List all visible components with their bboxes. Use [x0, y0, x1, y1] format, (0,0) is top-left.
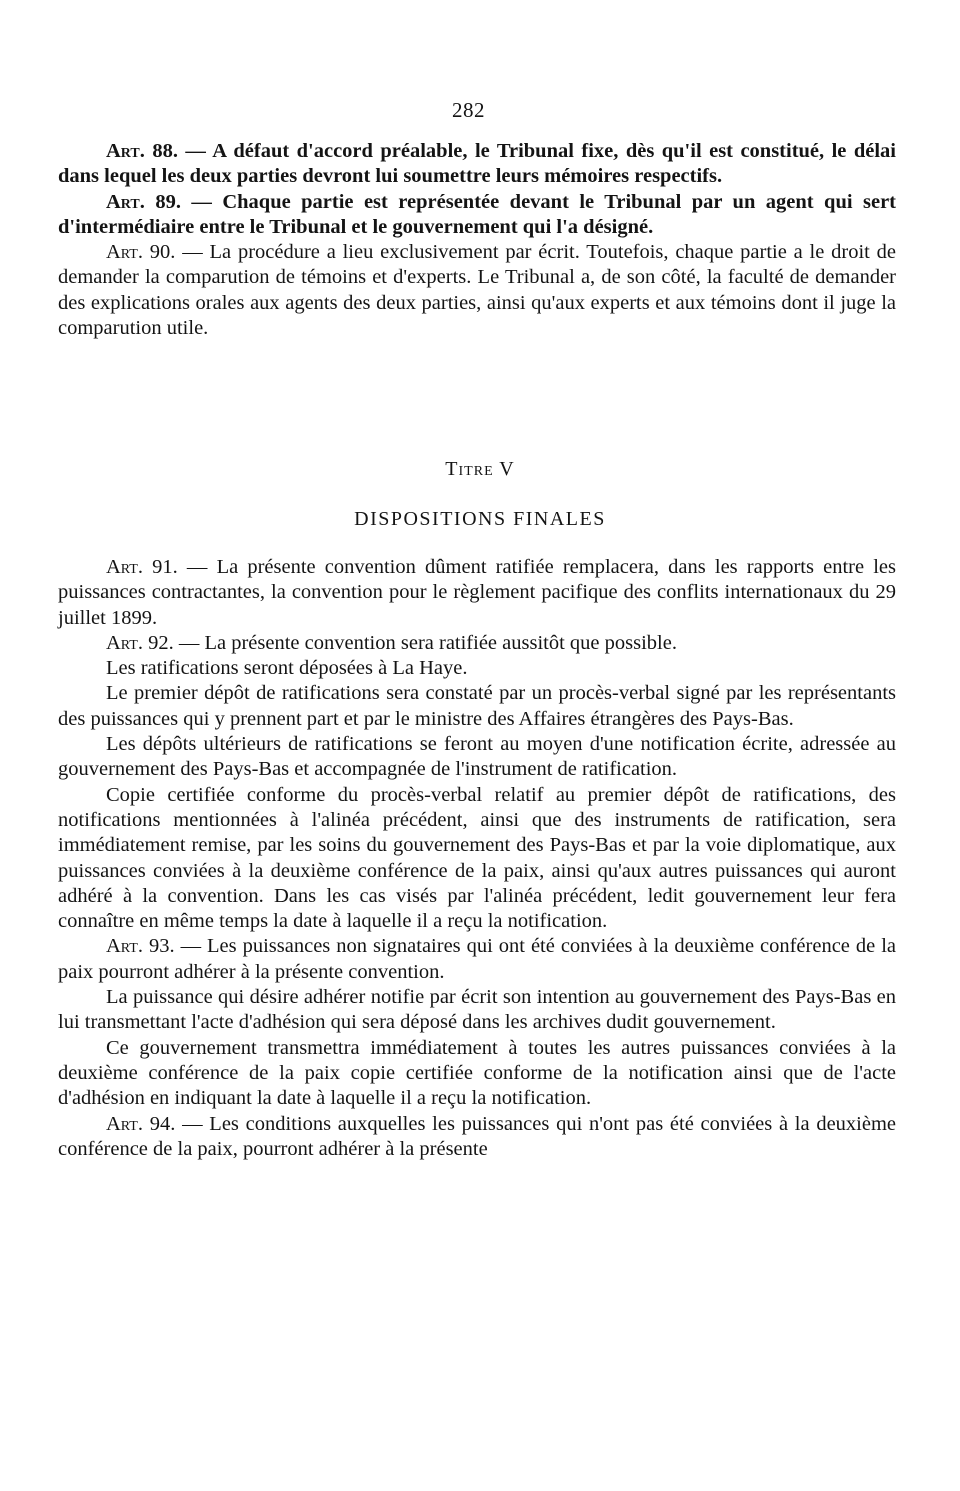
article-91-label: Art. 91.	[106, 556, 178, 578]
articles-91-94	[58, 555, 896, 1162]
article-93-paragraph: La puissance qui désire adhérer notifie par écrit son intention au gouvernement des Pays-Bas en lui transmettant l'acte d'adhésion qui sera déposé dans les archives dudit gouvernement.	[58, 986, 896, 1034]
article-92-text: — La présente convention sera ratifiée aussitôt que possible.	[178, 631, 677, 654]
article-92-label: Art. 92.	[106, 631, 174, 654]
article-92-paragraph: Les dépôts ultérieurs de ratifications se feront au moyen d'une notification écrite, adressée au gouvernement des Pays-Bas et accompagnée de l'instrument de ratification.	[58, 733, 896, 781]
article-94	[58, 1112, 896, 1163]
article-92	[58, 631, 896, 656]
article-90	[58, 240, 896, 341]
article-94-label: Art. 94.	[106, 1112, 176, 1135]
articles-88-90	[58, 139, 896, 341]
article-94-text: — Les conditions auxquelles les puissances qui n'ont pas été conviées à la deuxième conférence de la paix, pourront adhérer à la présente	[58, 1112, 897, 1160]
article-92-paragraph: Le premier dépôt de ratifications sera constaté par un procès-verbal signé par les représentants des puissances qui y prennent part et par le ministre des Affaires étrangères des Pays-Bas.	[58, 682, 896, 730]
section-heading: DISPOSITIONS FINALES	[354, 508, 606, 530]
article-90-label: Art. 90.	[106, 241, 176, 264]
article-93-paragraph: Ce gouvernement transmettra immédiatement à toutes les autres puissances conviées à la deuxième conférence de la paix copie certifiée conforme de la notification ainsi que de l'acte d'adhésion en indiquant la date à laquelle il a reçu la notification.	[58, 1036, 896, 1110]
article-88	[58, 139, 896, 190]
article-88-label: Art. 88.	[106, 140, 178, 162]
page-number: 282	[452, 98, 485, 122]
article-89-text: — Chaque partie est représentée devant le Tribunal par un agent qui sert d'intermédiaire entre le Tribunal et le gouvernement qui l'a désigné.	[58, 190, 896, 238]
article-93	[58, 934, 896, 985]
article-90-text: — La procédure a lieu exclusivement par écrit. Toutefois, chaque partie a le droit de demander la comparution de témoins et d'experts. Le Tribunal a, de son côté, la faculté de demander des explications orales aux agents des deux parties, ainsi qu'aux experts et aux témoins dont il juge la comparution utile.	[58, 241, 897, 340]
article-89	[58, 190, 896, 241]
titre-heading: Titre V	[445, 458, 515, 480]
article-92-paragraph: Les ratifications seront déposées à La Haye.	[106, 657, 468, 680]
article-93-text: — Les puissances non signataires qui ont été conviées à la deuxième conférence de la paix pourront adhérer à la présente convention.	[58, 935, 896, 983]
article-92-paragraph: Copie certifiée conforme du procès-verbal relatif au premier dépôt de ratifications, des notifications mentionnées à l'alinéa précédent, ainsi que des instruments de ratification, sera immédiatement remise, par les soins du gouvernement des Pays-Bas et par la voie diplomatique, aux puissances conviées à la deuxième conférence de la paix, ainsi qu'aux autres puissances qui auront adhéré à la convention. Dans les cas visés par l'alinéa précédent, ledit gouvernement leur fera connaître en même temps la date à laquelle il a reçu la notification.	[58, 783, 896, 933]
article-89-label: Art. 89.	[106, 190, 181, 213]
article-93-label: Art. 93.	[106, 935, 175, 958]
article-88-text: — A défaut d'accord préalable, le Tribunal fixe, dès qu'il est constitué, le délai dans lequel les deux parties devront lui soumettre leurs mémoires respectifs.	[58, 140, 896, 188]
article-91-text: — La présente convention dûment ratifiée remplacera, dans les rapports entre les puissances contractantes, la convention pour le règlement pacifique des conflits internationaux du 29 juillet 1899.	[58, 556, 897, 629]
article-91	[58, 555, 896, 631]
